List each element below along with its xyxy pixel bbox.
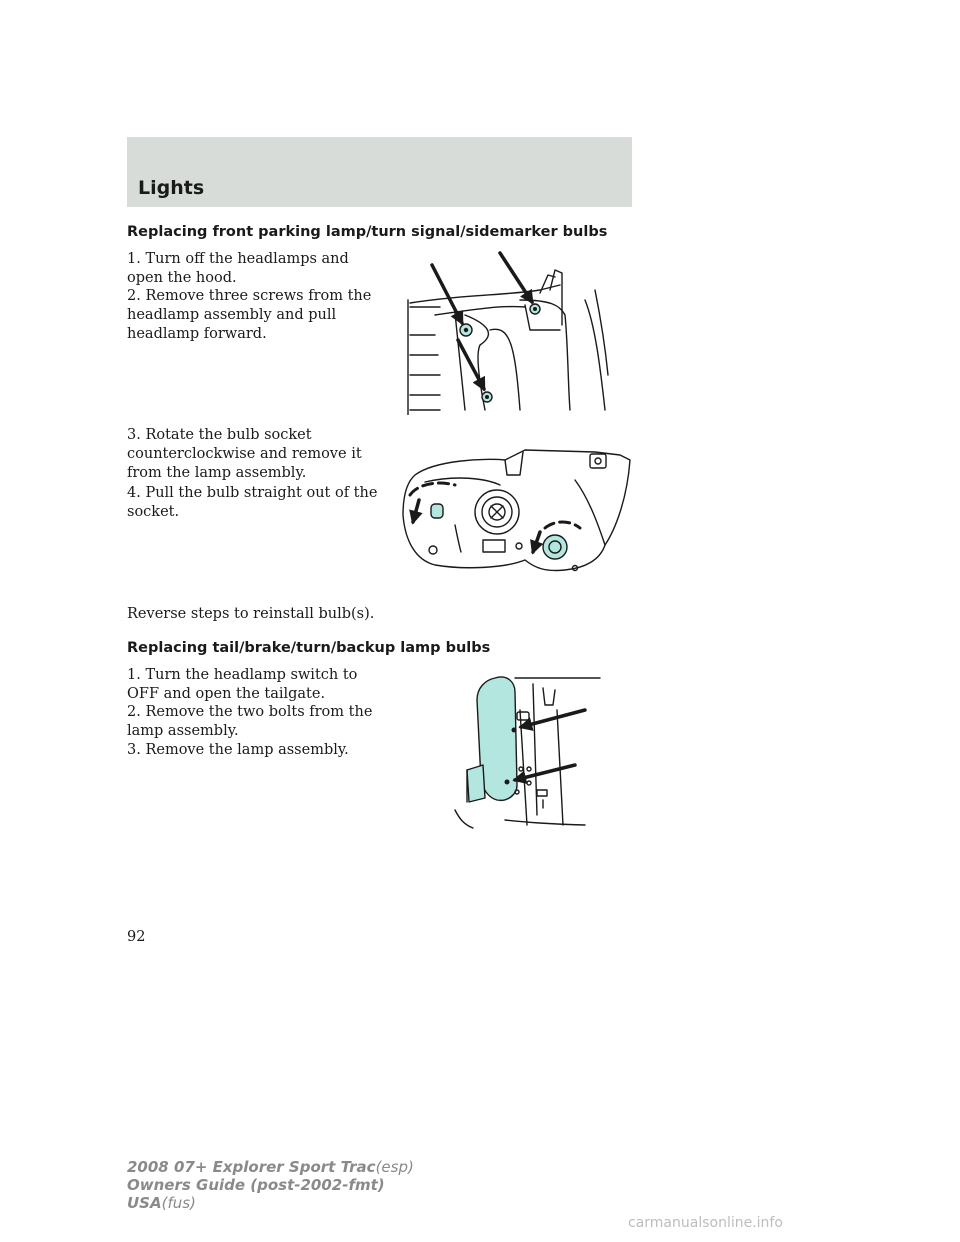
footer-line-1 [127,1158,414,1176]
parking-step-4: 4. Pull the bulb straight out of the socket. [127,485,378,520]
parking-lamp-heading: Replacing front parking lamp/turn signal/sidemarker bulbs [127,224,608,240]
tail-step-1: 1. Turn the headlamp switch to OFF and open the tailgate. [127,667,358,702]
page-number: 92 [127,929,146,945]
tail-lamp-bolts-figure [445,670,610,830]
headlamp-bulb-socket-figure [395,440,635,585]
tail-step-3: 3. Remove the lamp assembly. [127,742,349,758]
watermark: carmanualsonline.info [628,1215,783,1231]
reverse-note: Reverse steps to reinstall bulb(s). [127,606,375,622]
footer-model-code: (esp) [375,1158,414,1176]
footer-model: 2008 07+ Explorer Sport Trac [127,1158,376,1176]
parking-step-1: 1. Turn off the headlamps and open the hood. [127,251,349,286]
footer-line-3 [127,1194,414,1212]
footer-market-code: (fus) [161,1194,196,1212]
section-title: Lights [138,177,205,199]
parking-step-2: 2. Remove three screws from the headlamp assembly and pull headlamp forward. [127,288,372,342]
headlamp-screws-figure [400,245,610,415]
parking-step-3: 3. Rotate the bulb socket counterclockwise and remove it from the lamp assembly. [127,427,362,481]
tail-lamp-heading: Replacing tail/brake/turn/backup lamp bulbs [127,640,491,656]
footer-market: USA [127,1194,162,1212]
tail-step-2: 2. Remove the two bolts from the lamp assembly. [127,704,373,739]
document-footer [127,1158,414,1212]
section-header-band [127,137,632,207]
footer-line-2: Owners Guide (post-2002-fmt) [127,1176,385,1194]
